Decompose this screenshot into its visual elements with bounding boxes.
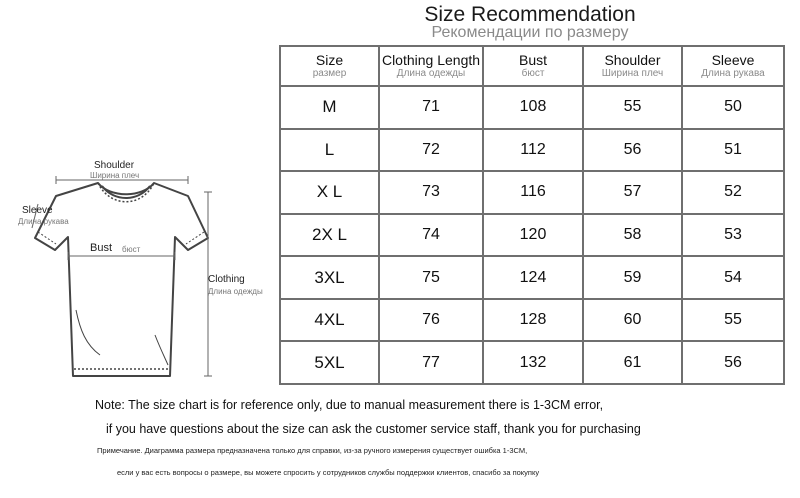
page-title: Size Recommendation: [424, 3, 636, 26]
note-line-1: Note: The size chart is for reference only, due to manual measurement there is 1-3CM error,: [95, 398, 604, 412]
sleeve-cell: 52: [682, 171, 784, 214]
note-line-4: если у вас есть вопросы о размере, вы можете спросить у сотрудников службы поддержки клиентов, спасибо за покупку: [117, 468, 540, 477]
clothing-label: Clothing: [208, 274, 245, 285]
bust-cell: 108: [483, 86, 583, 129]
clothing-length-cell: 72: [379, 129, 483, 172]
shoulder-cell: 58: [583, 214, 682, 257]
sleeve-cell: 56: [682, 341, 784, 384]
header-size: [280, 46, 379, 86]
page-subtitle: Рекомендации по размеру: [431, 24, 629, 41]
sleeve-label: Sleeve: [22, 205, 53, 216]
header-shoulder: [583, 46, 682, 86]
clothing-length-cell: 76: [379, 299, 483, 342]
header-clothing-length: [379, 46, 483, 86]
tshirt-diagram: [10, 150, 275, 390]
shoulder-cell: 57: [583, 171, 682, 214]
bust-cell: 120: [483, 214, 583, 257]
sleeve-cell: 53: [682, 214, 784, 257]
shoulder-label-ru: Ширина плеч: [90, 171, 140, 180]
size-cell: M: [280, 86, 379, 129]
header-label: Bust: [518, 52, 547, 68]
clothing-length-cell: 77: [379, 341, 483, 384]
header-label-ru: Длина одежды: [396, 68, 466, 79]
bust-label-ru: бюст: [122, 245, 141, 254]
header-label-ru: Длина рукава: [701, 68, 765, 79]
table-row: [280, 214, 784, 257]
size-cell: X L: [280, 171, 379, 214]
bust-cell: 112: [483, 129, 583, 172]
header-label: Size: [315, 52, 344, 68]
size-table: [279, 45, 785, 385]
shoulder-cell: 61: [583, 341, 682, 384]
size-cell: 3XL: [280, 256, 379, 299]
size-cell: 5XL: [280, 341, 379, 384]
table-row: [280, 256, 784, 299]
header-label-ru: размер: [312, 68, 347, 79]
note-line-3: Примечание. Диаграмма размера предназначена только для справки, из-за ручного измерения существует ошибка 1-3CM,: [97, 446, 528, 455]
clothing-length-cell: 74: [379, 214, 483, 257]
shoulder-cell: 56: [583, 129, 682, 172]
tshirt-outline-icon: [10, 150, 275, 390]
table-header-row: [280, 46, 784, 86]
sleeve-cell: 54: [682, 256, 784, 299]
clothing-label-ru: Длина одежды: [208, 287, 263, 296]
table-row: [280, 341, 784, 384]
bust-cell: 132: [483, 341, 583, 384]
sleeve-cell: 55: [682, 299, 784, 342]
bust-cell: 128: [483, 299, 583, 342]
size-cell: 2X L: [280, 214, 379, 257]
shoulder-cell: 55: [583, 86, 682, 129]
bust-label: Bust: [90, 242, 113, 254]
bust-cell: 124: [483, 256, 583, 299]
header-bust: [483, 46, 583, 86]
size-cell: 4XL: [280, 299, 379, 342]
header-label-ru: Ширина плеч: [601, 68, 664, 79]
sleeve-cell: 50: [682, 86, 784, 129]
table-row: [280, 299, 784, 342]
table-row: [280, 129, 784, 172]
size-cell: L: [280, 129, 379, 172]
header-label: Sleeve: [711, 52, 755, 68]
header-sleeve: [682, 46, 784, 86]
header-label-ru: бюст: [521, 68, 545, 79]
table-row: [280, 171, 784, 214]
note-line-2: if you have questions about the size can ask the customer service staff, thank you for purchasing: [106, 422, 641, 436]
clothing-length-cell: 75: [379, 256, 483, 299]
sleeve-label-ru: Длина рукава: [18, 217, 69, 226]
bust-cell: 116: [483, 171, 583, 214]
shoulder-label: Shoulder: [94, 160, 135, 171]
header-label: Shoulder: [604, 52, 661, 68]
clothing-length-cell: 71: [379, 86, 483, 129]
header-label: Clothing Length: [381, 52, 481, 68]
shoulder-cell: 60: [583, 299, 682, 342]
clothing-length-cell: 73: [379, 171, 483, 214]
sleeve-cell: 51: [682, 129, 784, 172]
table-row: [280, 86, 784, 129]
shoulder-cell: 59: [583, 256, 682, 299]
